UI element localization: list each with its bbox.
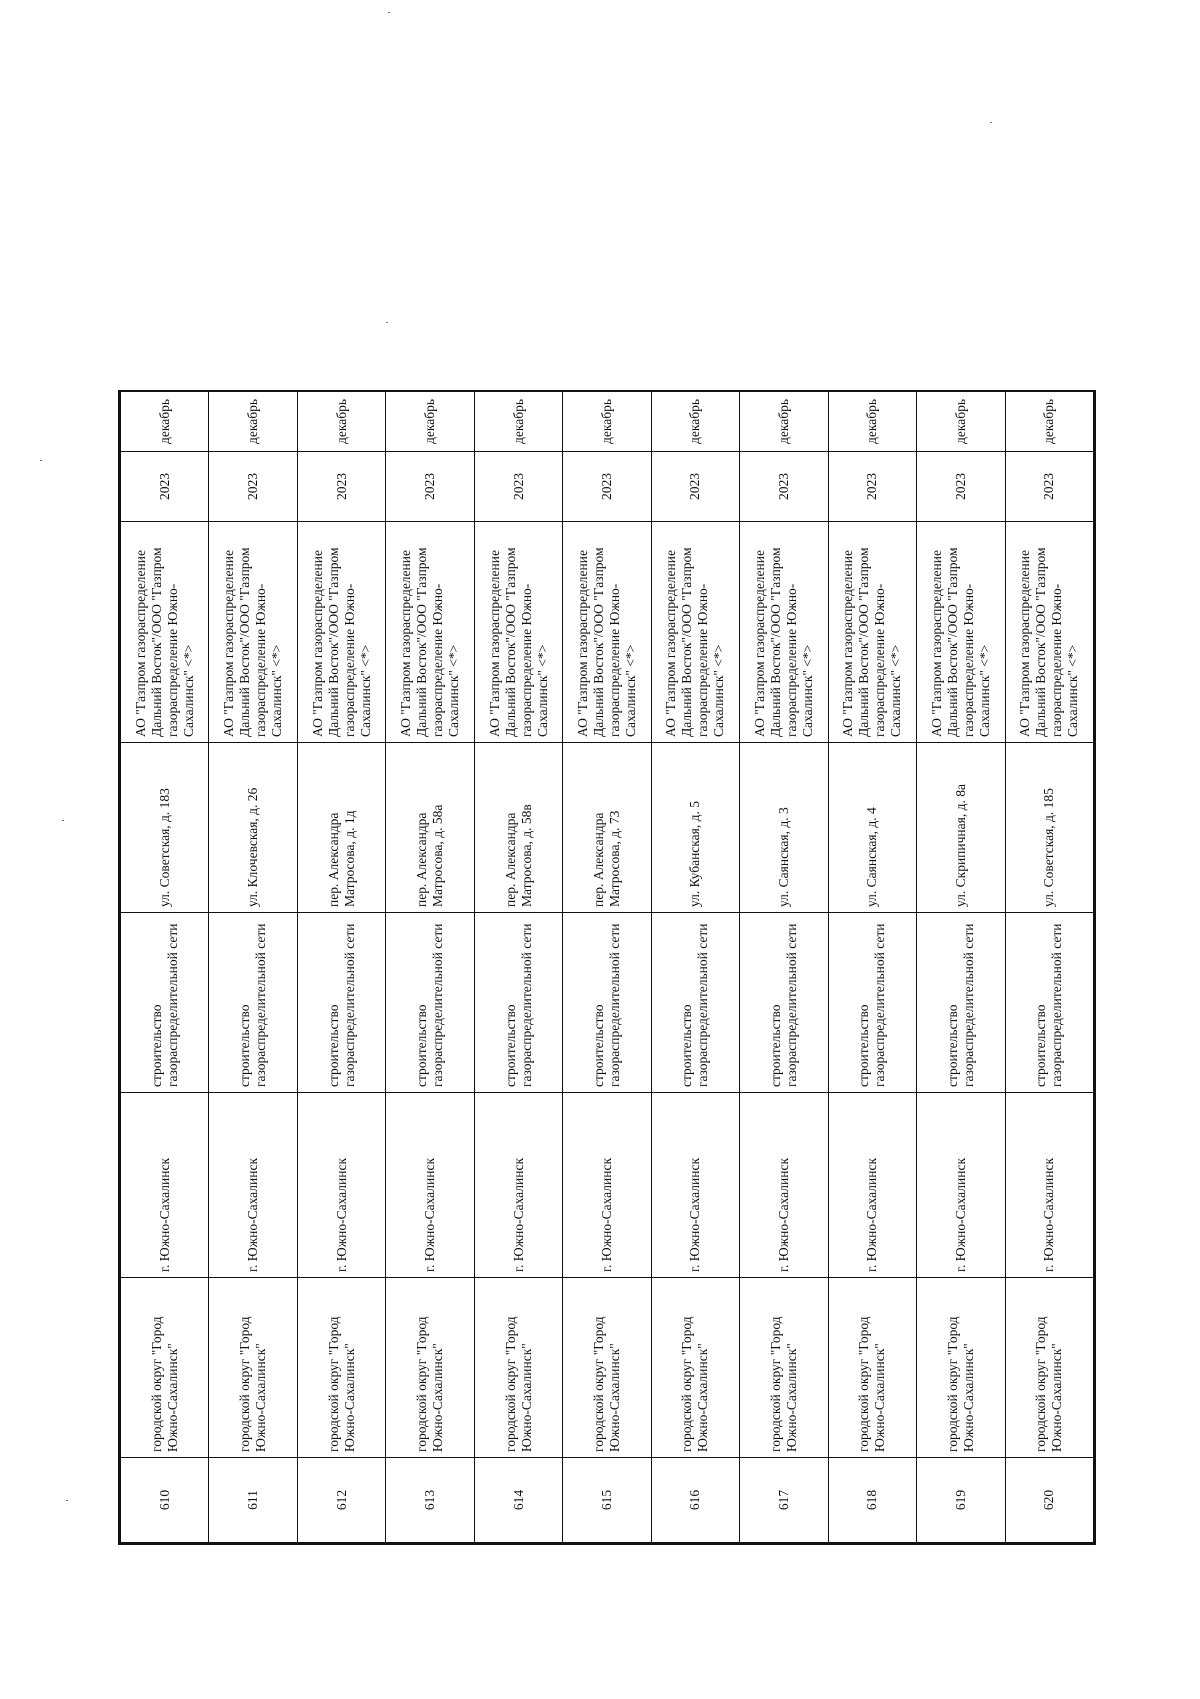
address-cell: ул. Саянская, д. 4 (828, 743, 916, 913)
row-number-cell: 611 (209, 1458, 297, 1543)
month-cell: декабрь (563, 392, 651, 452)
organization-cell: АО "Газпром газораспределение Дальний Восток"/ООО "Газпром газораспределение Южно-Сахалинск" <*> (828, 522, 916, 743)
work-type-cell: строительство газораспределительной сети (209, 913, 297, 1093)
address-cell: ул. Клочевская, д. 26 (209, 743, 297, 913)
table-row (1005, 392, 1093, 1543)
work-type-cell: строительство газораспределительной сети (563, 913, 651, 1093)
locality-cell: г. Южно-Сахалинск (651, 1093, 739, 1278)
year-cell: 2023 (386, 452, 474, 522)
year-cell: 2023 (563, 452, 651, 522)
address-cell: пер. Александра Матросова, д. 1д (297, 743, 385, 913)
table-row (917, 392, 1005, 1543)
month-cell: декабрь (386, 392, 474, 452)
table-row (651, 392, 739, 1543)
work-type-cell: строительство газораспределительной сети (474, 913, 562, 1093)
address-cell: пер. Александра Матросова, д. 58а (386, 743, 474, 913)
scan-speck (990, 122, 992, 123)
work-type-cell: строительство газораспределительной сети (386, 913, 474, 1093)
work-type-cell: строительство газораспределительной сети (297, 913, 385, 1093)
organization-cell: АО "Газпром газораспределение Дальний Восток"/ООО "Газпром газораспределение Южно-Сахалинск" <*> (651, 522, 739, 743)
month-cell: декабрь (474, 392, 562, 452)
row-number-cell: 619 (917, 1458, 1005, 1543)
work-type-cell: строительство газораспределительной сети (1005, 913, 1093, 1093)
locality-cell: г. Южно-Сахалинск (917, 1093, 1005, 1278)
locality-cell: г. Южно-Сахалинск (563, 1093, 651, 1278)
year-cell: 2023 (474, 452, 562, 522)
year-cell: 2023 (917, 452, 1005, 522)
row-number-cell: 612 (297, 1458, 385, 1543)
organization-cell: АО "Газпром газораспределение Дальний Восток"/ООО "Газпром газораспределение Южно-Сахалинск" <*> (740, 522, 828, 743)
address-cell: ул. Кубанская, д. 5 (651, 743, 739, 913)
locality-cell: г. Южно-Сахалинск (121, 1093, 209, 1278)
month-cell: декабрь (651, 392, 739, 452)
row-number-cell: 617 (740, 1458, 828, 1543)
table-row (386, 392, 474, 1543)
address-cell: ул. Саянская, д. 3 (740, 743, 828, 913)
address-cell: ул. Советская, д. 183 (121, 743, 209, 913)
district-cell: городской округ "Город Южно-Сахалинск" (917, 1278, 1005, 1458)
district-cell: городской округ "Город Южно-Сахалинск" (740, 1278, 828, 1458)
locality-cell: г. Южно-Сахалинск (297, 1093, 385, 1278)
work-type-cell: строительство газораспределительной сети (828, 913, 916, 1093)
organization-cell: АО "Газпром газораспределение Дальний Восток"/ООО "Газпром газораспределение Южно-Сахалинск" <*> (474, 522, 562, 743)
year-cell: 2023 (297, 452, 385, 522)
scan-speck (386, 322, 388, 323)
district-cell: городской округ "Город Южно-Сахалинск" (828, 1278, 916, 1458)
district-cell: городской округ "Город Южно-Сахалинск" (209, 1278, 297, 1458)
organization-cell: АО "Газпром газораспределение Дальний Восток"/ООО "Газпром газораспределение Южно-Сахалинск" <*> (121, 522, 209, 743)
organization-cell: АО "Газпром газораспределение Дальний Восток"/ООО "Газпром газораспределение Южно-Сахалинск" <*> (386, 522, 474, 743)
row-number-cell: 618 (828, 1458, 916, 1543)
district-cell: городской округ "Город Южно-Сахалинск" (651, 1278, 739, 1458)
month-cell: декабрь (917, 392, 1005, 452)
organization-cell: АО "Газпром газораспределение Дальний Восток"/ООО "Газпром газораспределение Южно-Сахалинск" <*> (297, 522, 385, 743)
table-row (209, 392, 297, 1543)
year-cell: 2023 (1005, 452, 1093, 522)
scan-speck (388, 12, 390, 13)
organization-cell: АО "Газпром газораспределение Дальний Восток"/ООО "Газпром газораспределение Южно-Сахалинск" <*> (563, 522, 651, 743)
row-number-cell: 615 (563, 1458, 651, 1543)
district-cell: городской округ "Город Южно-Сахалинск" (563, 1278, 651, 1458)
locality-cell: г. Южно-Сахалинск (474, 1093, 562, 1278)
row-number-cell: 613 (386, 1458, 474, 1543)
organization-cell: АО "Газпром газораспределение Дальний Восток"/ООО "Газпром газораспределение Южно-Сахалинск" <*> (1005, 522, 1093, 743)
address-cell: ул. Советская, д. 185 (1005, 743, 1093, 913)
table-row (828, 392, 916, 1543)
locality-cell: г. Южно-Сахалинск (828, 1093, 916, 1278)
year-cell: 2023 (651, 452, 739, 522)
row-number-cell: 620 (1005, 1458, 1093, 1543)
organization-cell: АО "Газпром газораспределение Дальний Восток"/ООО "Газпром газораспределение Южно-Сахалинск" <*> (209, 522, 297, 743)
registry-table-frame (118, 390, 1096, 1545)
work-type-cell: строительство газораспределительной сети (651, 913, 739, 1093)
row-number-cell: 610 (121, 1458, 209, 1543)
table-row (563, 392, 651, 1543)
rotated-table-wrapper (120, 392, 1094, 1543)
address-cell: пер. Александра Матросова, д. 73 (563, 743, 651, 913)
row-number-cell: 616 (651, 1458, 739, 1543)
row-number-cell: 614 (474, 1458, 562, 1543)
locality-cell: г. Южно-Сахалинск (740, 1093, 828, 1278)
district-cell: городской округ "Город Южно-Сахалинск" (297, 1278, 385, 1458)
month-cell: декабрь (1005, 392, 1093, 452)
year-cell: 2023 (828, 452, 916, 522)
scan-speck (62, 820, 64, 821)
year-cell: 2023 (209, 452, 297, 522)
district-cell: городской округ "Город Южно-Сахалинск" (386, 1278, 474, 1458)
year-cell: 2023 (740, 452, 828, 522)
organization-cell: АО "Газпром газораспределение Дальний Восток"/ООО "Газпром газораспределение Южно-Сахалинск" <*> (917, 522, 1005, 743)
month-cell: декабрь (121, 392, 209, 452)
table-row (474, 392, 562, 1543)
work-type-cell: строительство газораспределительной сети (917, 913, 1005, 1093)
month-cell: декабрь (297, 392, 385, 452)
work-type-cell: строительство газораспределительной сети (121, 913, 209, 1093)
month-cell: декабрь (740, 392, 828, 452)
year-cell: 2023 (121, 452, 209, 522)
address-cell: ул. Скрипичная, д. 8а (917, 743, 1005, 913)
locality-cell: г. Южно-Сахалинск (209, 1093, 297, 1278)
scan-speck (40, 460, 42, 461)
district-cell: городской округ "Город Южно-Сахалинск" (474, 1278, 562, 1458)
registry-table (120, 391, 1094, 1543)
address-cell: пер. Александра Матросова, д. 58в (474, 743, 562, 913)
month-cell: декабрь (209, 392, 297, 452)
locality-cell: г. Южно-Сахалинск (386, 1093, 474, 1278)
table-row (740, 392, 828, 1543)
locality-cell: г. Южно-Сахалинск (1005, 1093, 1093, 1278)
table-row (121, 392, 209, 1543)
table-row (297, 392, 385, 1543)
month-cell: декабрь (828, 392, 916, 452)
district-cell: городской округ "Город Южно-Сахалинск" (1005, 1278, 1093, 1458)
work-type-cell: строительство газораспределительной сети (740, 913, 828, 1093)
district-cell: городской округ "Город Южно-Сахалинск" (121, 1278, 209, 1458)
scan-speck (66, 1500, 68, 1501)
